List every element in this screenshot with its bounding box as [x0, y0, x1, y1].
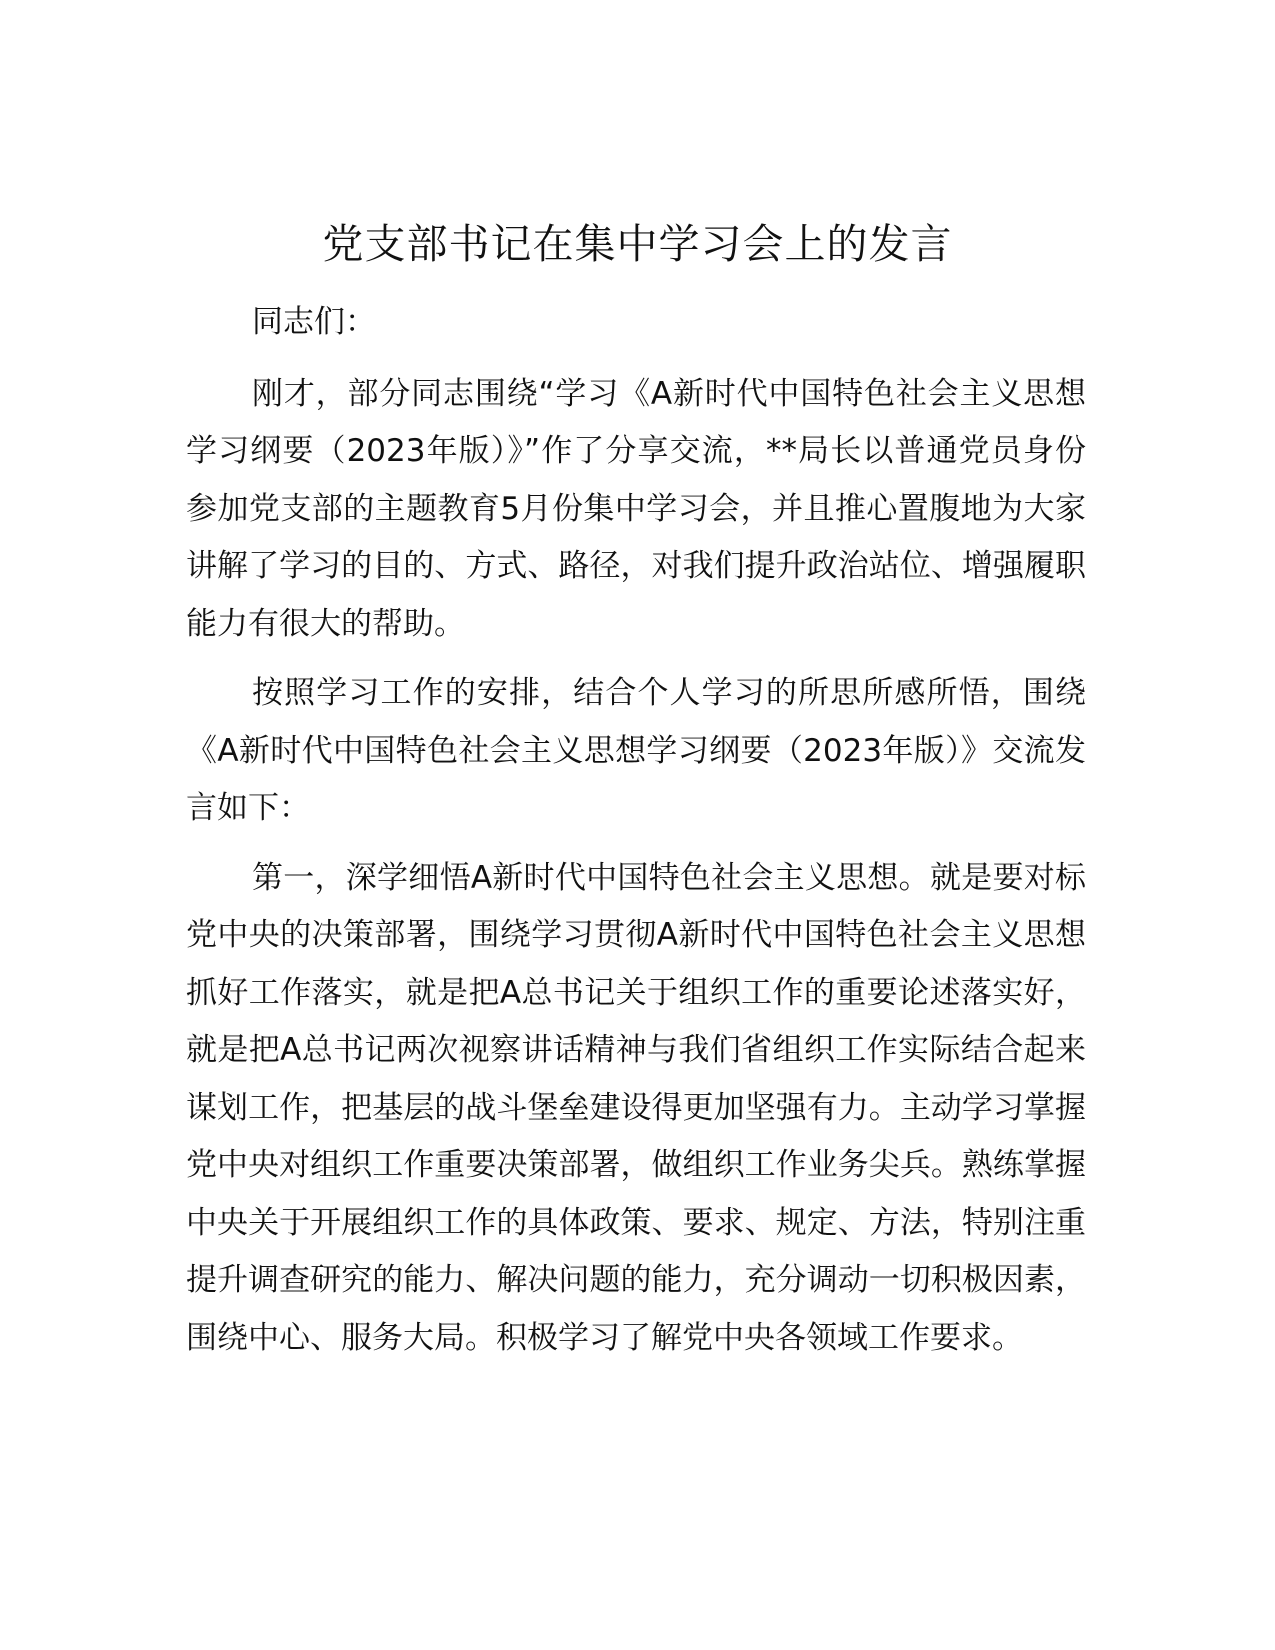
paragraph-intro: 刚才，部分同志围绕“学习《A新时代中国特色社会主义思想学习纲要（2023年版）》”作了分享交流，**局长以普通党员身份参加党支部的主题教育5月份集中学习会，并且推心置腹地为大家讲解了学习的目的、方式、路径，对我们提升政治站位、增强履职能力有很大的帮助。	[186, 375, 1086, 642]
document-title: 党支部书记在集中学习会上的发言	[322, 220, 953, 268]
paragraph-first-point: 第一，深学细悟A新时代中国特色社会主义思想。就是要对标党中央的决策部署，围绕学习贯彻A新时代中国特色社会主义思想抓好工作落实，就是把A总书记关于组织工作的重要论述落实好，就是把A总书记两次视察讲话精神与我们省组织工作实际结合起来谋划工作，把基层的战斗堡垒建设得更加坚强有力。主动学习掌握党中央对组织工作重要决策部署，做组织工作业务尖兵。熟练掌握中央关于开展组织工作的具体政策、要求、规定、方法，特别注重提升调查研究的能力、解决问题的能力，充分调动一切积极因素，围绕中心、服务大局。积极学习了解党中央各领域工作要求。	[186, 859, 1086, 1356]
greeting: 同志们：	[252, 304, 376, 340]
paragraph-arrangement: 按照学习工作的安排，结合个人学习的所思所感所悟，围绕《A新时代中国特色社会主义思想学习纲要（2023年版）》交流发言如下：	[186, 675, 1086, 826]
document-body	[186, 294, 1086, 1379]
